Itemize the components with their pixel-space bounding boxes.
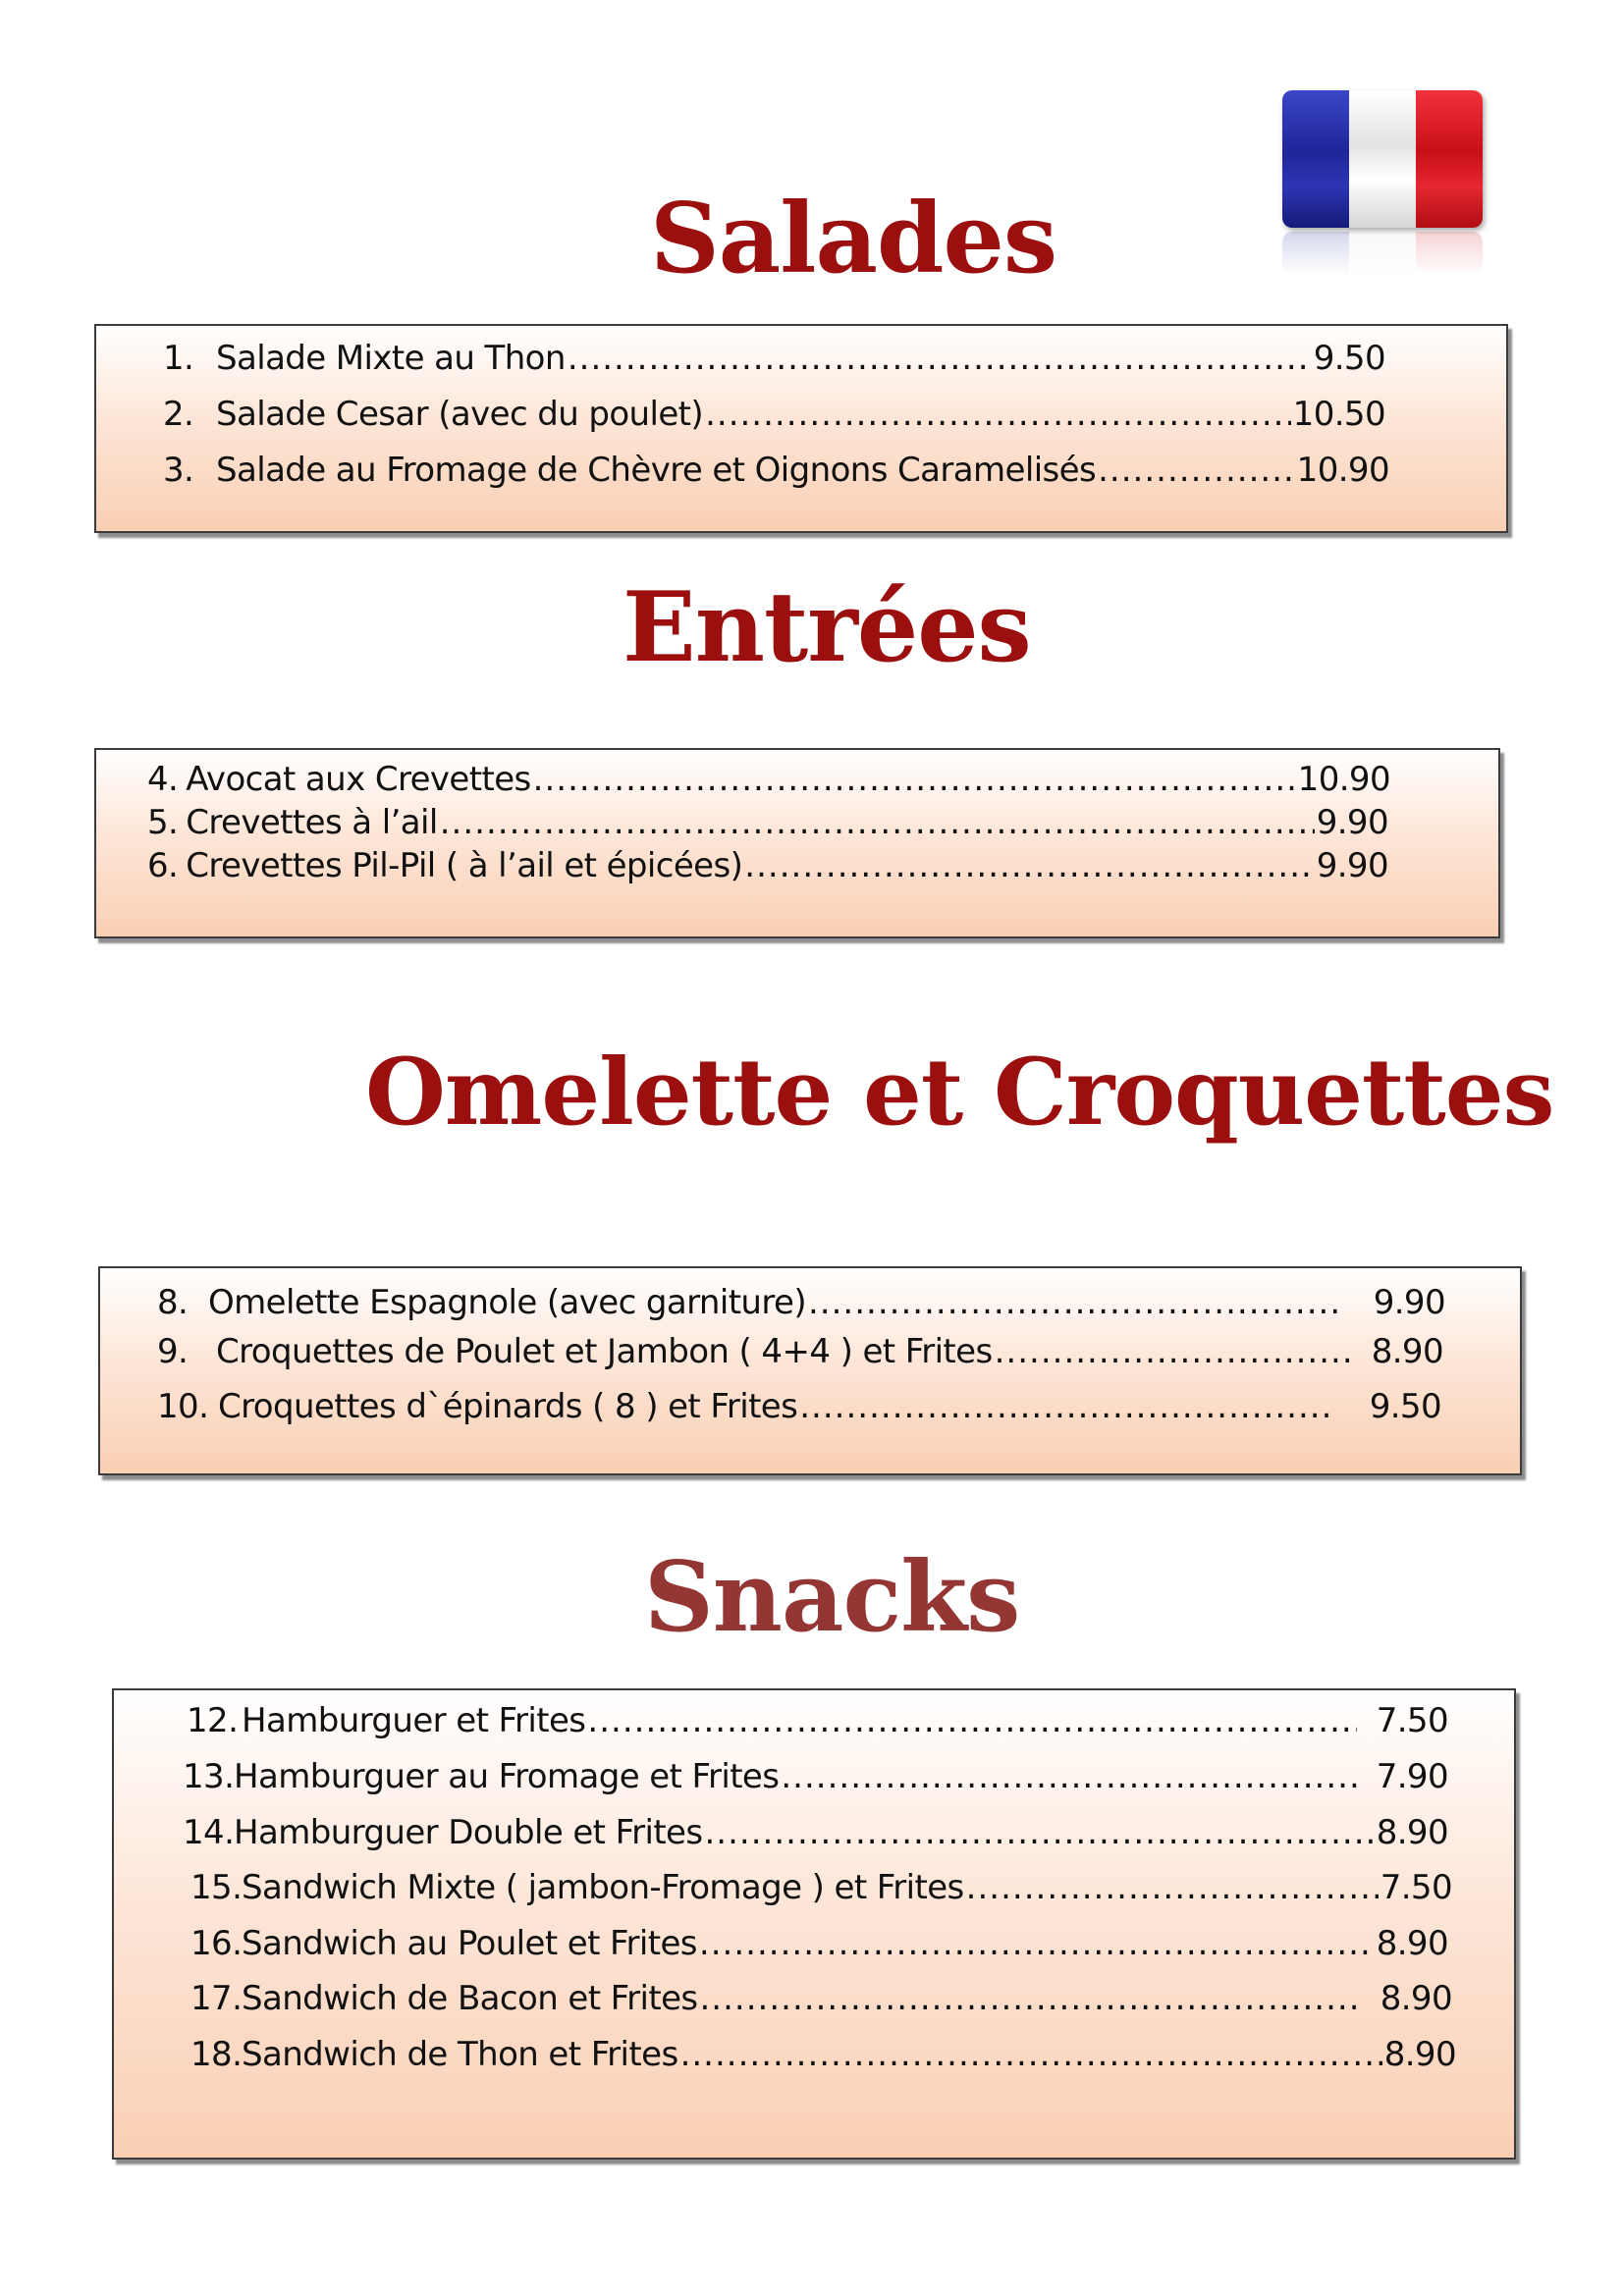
dot-leader <box>533 760 1296 799</box>
section-title-omelette-croquettes: Omelette et Croquettes <box>365 1039 1554 1147</box>
flag-white-stripe <box>1349 90 1416 228</box>
item-price: 8.90 <box>1376 1924 1448 1963</box>
france-flag-icon <box>1282 90 1483 228</box>
menu-item: 6. Crevettes Pil-Pil ( à l’ail et épicées) ..... 9.90 <box>147 846 1388 885</box>
dot-leader <box>568 339 1312 378</box>
dot-leader <box>995 1332 1354 1371</box>
dot-leader <box>699 1924 1375 1963</box>
dot-leader <box>680 2035 1382 2074</box>
item-price: 7.50 <box>1380 1868 1452 1907</box>
dot-leader <box>704 1813 1374 1852</box>
item-price: 8.90 <box>1380 1979 1452 2018</box>
dot-leader <box>744 846 1314 885</box>
dot-leader <box>587 1701 1356 1740</box>
menu-item: 12. Hamburguer et Frites ..... 7.50 <box>187 1701 1448 1740</box>
menu-item: 2. Salade Cesar (avec du poulet) ..... 10.50 <box>163 395 1385 434</box>
menu-item: 10. Croquettes d`épinards ( 8 ) et Frites ..... 9.50 <box>157 1387 1441 1426</box>
menu-item: 18. Sandwich de Thon et Frites ..... 8.90 <box>190 2035 1456 2074</box>
menu-item: 14. Hamburguer Double et Frites ..... 8.90 <box>183 1813 1448 1852</box>
item-price: 10.90 <box>1297 760 1390 799</box>
dot-leader <box>705 395 1291 434</box>
dot-leader <box>966 1868 1379 1907</box>
dot-leader <box>1098 451 1295 490</box>
item-price: 9.50 <box>1369 1387 1441 1426</box>
menu-item: 17. Sandwich de Bacon et Frites ..... 8.90 <box>190 1979 1452 2018</box>
flag-red-stripe <box>1416 90 1483 228</box>
dot-leader <box>781 1757 1356 1796</box>
item-price: 7.90 <box>1376 1757 1448 1796</box>
menu-item: 16. Sandwich au Poulet et Frites ..... 8.90 <box>190 1924 1448 1963</box>
flag-reflection <box>1282 232 1483 275</box>
dot-leader <box>700 1979 1361 2018</box>
item-price: 8.90 <box>1371 1332 1443 1371</box>
item-price: 8.90 <box>1376 1813 1448 1852</box>
section-title-entrees: Entrées <box>623 571 1031 684</box>
menu-item: 4. Avocat aux Crevettes ..... 10.90 <box>147 760 1390 799</box>
menu-item: 8. Omelette Espagnole (avec garniture) ..... 9.90 <box>157 1283 1445 1322</box>
menu-item: 15. Sandwich Mixte ( jambon-Fromage ) et Frites ..... 7.50 <box>190 1868 1452 1907</box>
section-title-salades: Salades <box>650 183 1057 295</box>
dot-leader <box>799 1387 1335 1426</box>
item-price: 10.50 <box>1292 395 1385 434</box>
item-price: 9.90 <box>1373 1283 1445 1322</box>
menu-item: 5. Crevettes à l’ail ..... 9.90 <box>147 803 1388 842</box>
item-price: 9.90 <box>1316 846 1388 885</box>
menu-item: 3. Salade au Fromage de Chèvre et Oignons Caramelisés ..... 10.90 <box>163 451 1389 490</box>
item-price: 7.50 <box>1376 1701 1448 1740</box>
item-price: 10.90 <box>1296 451 1389 490</box>
menu-item: 13. Hamburguer au Fromage et Frites ..... 7.90 <box>183 1757 1448 1796</box>
item-price: 8.90 <box>1383 2035 1456 2074</box>
flag-blue-stripe <box>1282 90 1349 228</box>
dot-leader <box>808 1283 1344 1322</box>
menu-item: 1. Salade Mixte au Thon ..... 9.50 <box>163 339 1385 378</box>
item-price: 9.90 <box>1316 803 1388 842</box>
item-price: 9.50 <box>1313 339 1385 378</box>
dot-leader <box>440 803 1315 842</box>
menu-item: 9. Croquettes de Poulet et Jambon ( 4+4 ) et Frites ..... 8.90 <box>157 1332 1443 1371</box>
section-title-snacks: Snacks <box>644 1541 1020 1654</box>
